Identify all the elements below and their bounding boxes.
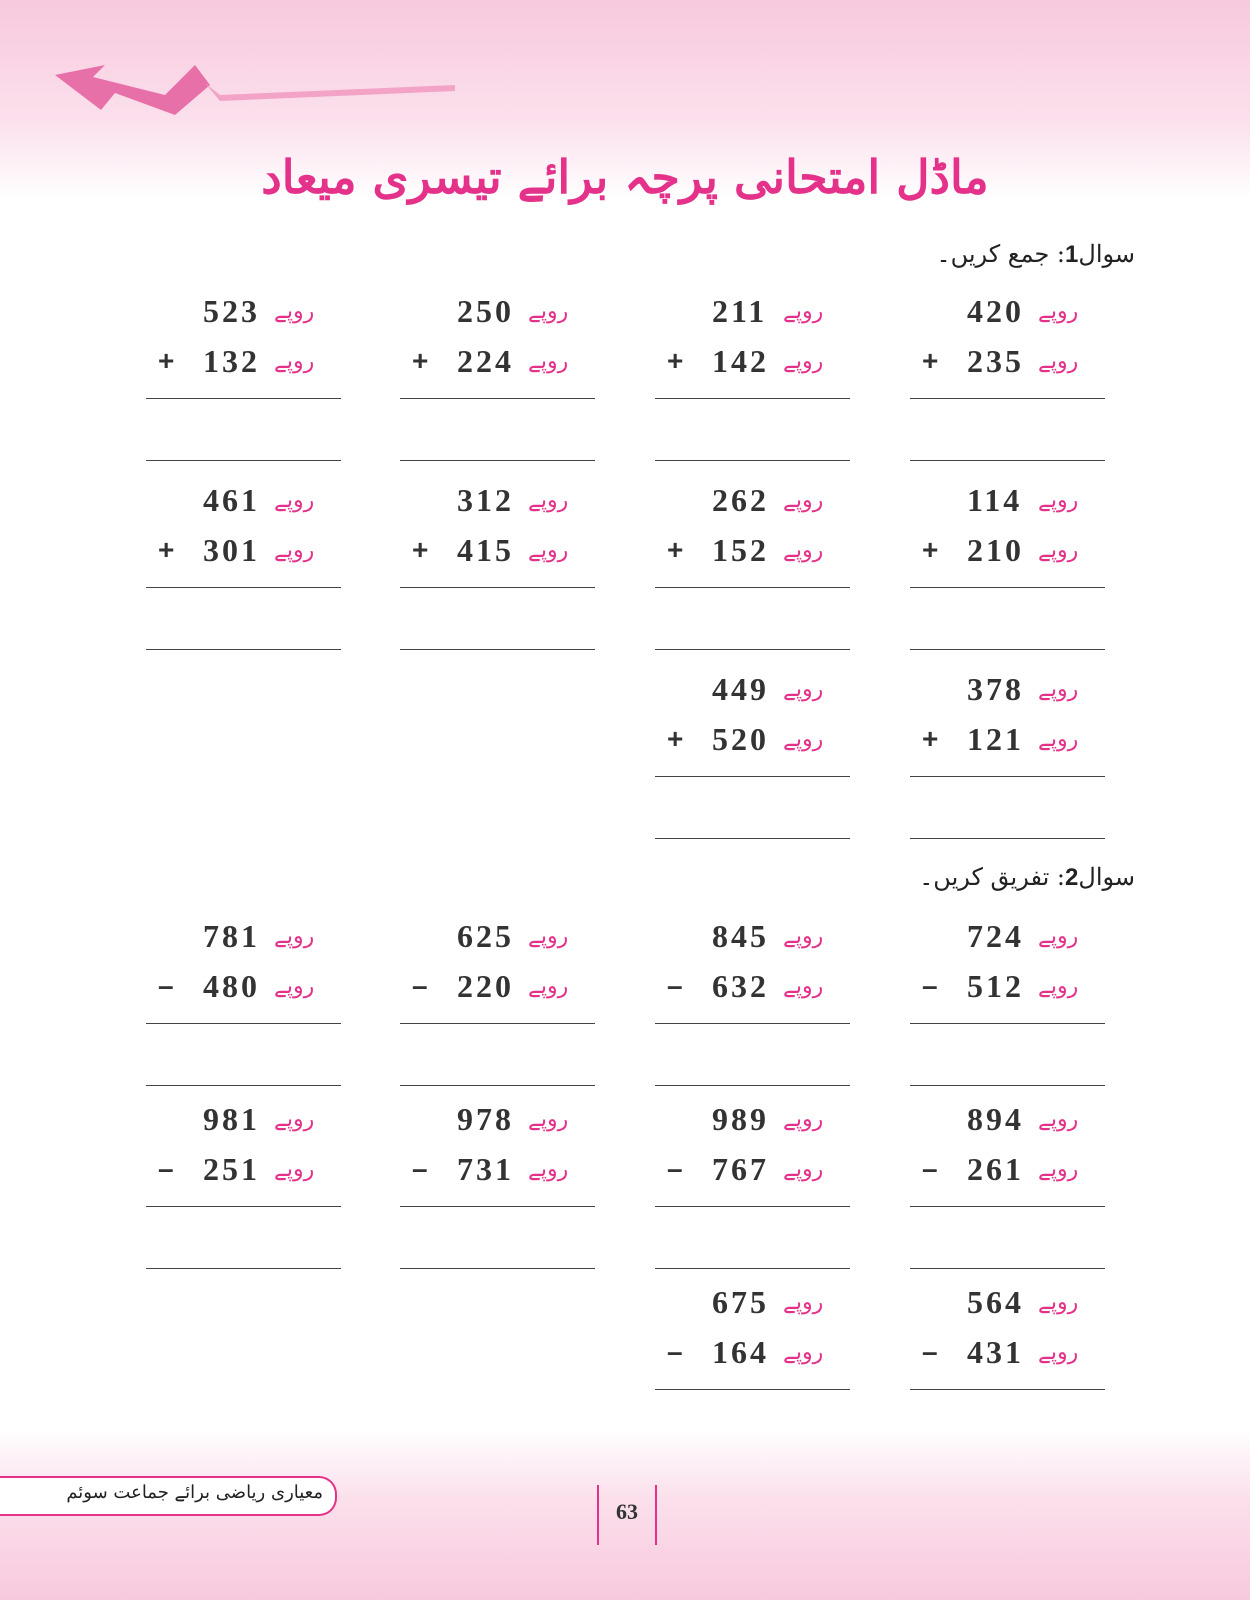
top-operand-row bbox=[910, 920, 1105, 964]
top-number: 449 bbox=[712, 671, 769, 707]
top-operand-row bbox=[400, 920, 595, 964]
addition-problem bbox=[146, 295, 341, 475]
answer-line[interactable] bbox=[146, 649, 341, 650]
bottom-number: 235 bbox=[967, 343, 1024, 379]
addition-problem bbox=[910, 673, 1105, 853]
top-number: 262 bbox=[712, 482, 769, 518]
top-number: 211 bbox=[712, 293, 768, 329]
answer-line[interactable] bbox=[400, 1085, 595, 1086]
bottom-number: 220 bbox=[457, 968, 514, 1004]
top-operand-row bbox=[655, 1103, 850, 1147]
operation-line bbox=[655, 398, 850, 399]
subtraction-problem bbox=[910, 1103, 1105, 1283]
top-number: 989 bbox=[712, 1101, 769, 1137]
top-operand-row bbox=[146, 1103, 341, 1147]
currency-label: روپے bbox=[1038, 974, 1079, 999]
operation-line bbox=[910, 776, 1105, 777]
top-operand-row bbox=[146, 920, 341, 964]
top-operand-row bbox=[146, 484, 341, 528]
currency-label: روپے bbox=[783, 488, 824, 513]
currency-label: روپے bbox=[783, 1107, 824, 1132]
currency-label: روپے bbox=[783, 924, 824, 949]
top-operand-row bbox=[655, 1286, 850, 1330]
page-number: 63 bbox=[616, 1499, 638, 1524]
question-2-heading bbox=[919, 863, 1135, 892]
bottom-operand-row bbox=[910, 345, 1105, 389]
bottom-number: 224 bbox=[457, 343, 514, 379]
currency-label: روپے bbox=[783, 349, 824, 374]
top-number: 675 bbox=[712, 1284, 769, 1320]
operation-line bbox=[655, 587, 850, 588]
operation-line bbox=[400, 1023, 595, 1024]
operator-sign: + bbox=[158, 345, 175, 376]
addition-problem bbox=[910, 295, 1105, 475]
bottom-operand-row bbox=[400, 345, 595, 389]
bottom-number: 632 bbox=[712, 968, 769, 1004]
top-operand-row bbox=[655, 673, 850, 717]
subtraction-problem bbox=[655, 1103, 850, 1283]
bottom-operand-row bbox=[146, 1153, 341, 1197]
operation-line bbox=[655, 1206, 850, 1207]
answer-line[interactable] bbox=[146, 1085, 341, 1086]
top-number: 625 bbox=[457, 918, 514, 954]
top-number: 564 bbox=[967, 1284, 1024, 1320]
answer-line[interactable] bbox=[910, 1268, 1105, 1269]
operation-line bbox=[910, 1023, 1105, 1024]
question-text: : تفریق کریں۔ bbox=[919, 863, 1066, 891]
subtraction-problem bbox=[910, 920, 1105, 1100]
answer-line[interactable] bbox=[146, 1268, 341, 1269]
arrow-icon bbox=[45, 55, 465, 135]
top-operand-row bbox=[400, 484, 595, 528]
answer-line[interactable] bbox=[146, 460, 341, 461]
operator-sign: – bbox=[922, 1153, 938, 1184]
currency-label: روپے bbox=[274, 349, 315, 374]
bottom-number: 512 bbox=[967, 968, 1024, 1004]
operation-line bbox=[655, 1023, 850, 1024]
top-number: 724 bbox=[967, 918, 1024, 954]
answer-line[interactable] bbox=[400, 1268, 595, 1269]
top-number: 845 bbox=[712, 918, 769, 954]
operation-line bbox=[655, 776, 850, 777]
bottom-operand-row bbox=[146, 534, 341, 578]
addition-problem bbox=[400, 484, 595, 664]
currency-label: روپے bbox=[1038, 349, 1079, 374]
operator-sign: – bbox=[158, 970, 174, 1001]
currency-label: روپے bbox=[783, 677, 824, 702]
bottom-operand-row bbox=[910, 970, 1105, 1014]
top-operand-row bbox=[655, 484, 850, 528]
bottom-number: 731 bbox=[457, 1151, 514, 1187]
currency-label: روپے bbox=[783, 974, 824, 999]
addition-problem bbox=[146, 484, 341, 664]
currency-label: روپے bbox=[783, 1290, 824, 1315]
answer-line[interactable] bbox=[655, 1268, 850, 1269]
answer-line[interactable] bbox=[655, 649, 850, 650]
top-number: 461 bbox=[203, 482, 260, 518]
operation-line bbox=[910, 1389, 1105, 1390]
bottom-operand-row bbox=[910, 1336, 1105, 1380]
operation-line bbox=[146, 587, 341, 588]
answer-line[interactable] bbox=[655, 838, 850, 839]
bottom-number: 121 bbox=[967, 721, 1024, 757]
top-number: 978 bbox=[457, 1101, 514, 1137]
operator-sign: – bbox=[667, 970, 683, 1001]
operator-sign: – bbox=[667, 1153, 683, 1184]
bottom-operand-row bbox=[655, 970, 850, 1014]
top-number: 378 bbox=[967, 671, 1024, 707]
bottom-operand-row bbox=[655, 1336, 850, 1380]
top-number: 250 bbox=[457, 293, 514, 329]
top-number: 114 bbox=[967, 482, 1023, 518]
bottom-number: 301 bbox=[203, 532, 260, 568]
bottom-number: 142 bbox=[712, 343, 769, 379]
operation-line bbox=[400, 398, 595, 399]
currency-label: روپے bbox=[783, 727, 824, 752]
operation-line bbox=[146, 1206, 341, 1207]
operation-line bbox=[400, 587, 595, 588]
bottom-operand-row bbox=[655, 723, 850, 767]
currency-label: روپے bbox=[1038, 1340, 1079, 1365]
top-number: 420 bbox=[967, 293, 1024, 329]
currency-label: روپے bbox=[528, 538, 569, 563]
operation-line bbox=[146, 1023, 341, 1024]
operator-sign: + bbox=[922, 345, 939, 376]
top-operand-row bbox=[910, 295, 1105, 339]
currency-label: روپے bbox=[1038, 677, 1079, 702]
footer-book-title: معیاری ریاضی برائے جماعت سوئم bbox=[66, 1482, 323, 1503]
top-number: 312 bbox=[457, 482, 514, 518]
top-number: 781 bbox=[203, 918, 260, 954]
currency-label: روپے bbox=[274, 538, 315, 563]
answer-line[interactable] bbox=[400, 460, 595, 461]
currency-label: روپے bbox=[528, 1107, 569, 1132]
bottom-operand-row bbox=[400, 970, 595, 1014]
operator-sign: – bbox=[922, 970, 938, 1001]
answer-line[interactable] bbox=[655, 460, 850, 461]
operator-sign: – bbox=[922, 1336, 938, 1367]
operator-sign: + bbox=[922, 534, 939, 565]
currency-label: روپے bbox=[783, 538, 824, 563]
operator-sign: + bbox=[158, 534, 175, 565]
operator-sign: + bbox=[412, 345, 429, 376]
bottom-operand-row bbox=[146, 970, 341, 1014]
bottom-operand-row bbox=[400, 534, 595, 578]
question-number: 2 bbox=[1065, 864, 1079, 891]
currency-label: روپے bbox=[1038, 538, 1079, 563]
question-prefix: سوال bbox=[1078, 240, 1135, 268]
addition-problem bbox=[910, 484, 1105, 664]
top-operand-row bbox=[146, 295, 341, 339]
top-number: 894 bbox=[967, 1101, 1024, 1137]
bottom-operand-row bbox=[655, 1153, 850, 1197]
answer-line[interactable] bbox=[910, 838, 1105, 839]
top-operand-row bbox=[910, 673, 1105, 717]
addition-problem bbox=[655, 484, 850, 664]
bottom-number: 431 bbox=[967, 1334, 1024, 1370]
subtraction-problem bbox=[400, 920, 595, 1100]
currency-label: روپے bbox=[1038, 488, 1079, 513]
page-number-box bbox=[597, 1485, 657, 1545]
bottom-operand-row bbox=[655, 345, 850, 389]
bottom-number: 210 bbox=[967, 532, 1024, 568]
bottom-operand-row bbox=[910, 1153, 1105, 1197]
operator-sign: – bbox=[158, 1153, 174, 1184]
top-number: 981 bbox=[203, 1101, 260, 1137]
subtraction-problem bbox=[655, 920, 850, 1100]
bottom-number: 480 bbox=[203, 968, 260, 1004]
top-operand-row bbox=[400, 295, 595, 339]
currency-label: روپے bbox=[528, 924, 569, 949]
operator-sign: + bbox=[667, 345, 684, 376]
bottom-number: 767 bbox=[712, 1151, 769, 1187]
bottom-operand-row bbox=[910, 534, 1105, 578]
currency-label: روپے bbox=[1038, 924, 1079, 949]
currency-label: روپے bbox=[528, 488, 569, 513]
operation-line bbox=[910, 398, 1105, 399]
bottom-operand-row bbox=[910, 723, 1105, 767]
subtraction-problem bbox=[146, 1103, 341, 1283]
page-title: ماڈل امتحانی پرچہ برائے تیسری میعاد bbox=[261, 150, 989, 204]
currency-label: روپے bbox=[274, 1107, 315, 1132]
operator-sign: + bbox=[412, 534, 429, 565]
currency-label: روپے bbox=[274, 974, 315, 999]
answer-line[interactable] bbox=[910, 460, 1105, 461]
operator-sign: – bbox=[412, 1153, 428, 1184]
currency-label: روپے bbox=[1038, 1290, 1079, 1315]
currency-label: روپے bbox=[274, 924, 315, 949]
operator-sign: – bbox=[412, 970, 428, 1001]
currency-label: روپے bbox=[528, 349, 569, 374]
top-operand-row bbox=[400, 1103, 595, 1147]
footer-book-title-box bbox=[0, 1476, 337, 1516]
operator-sign: + bbox=[667, 723, 684, 754]
subtraction-problem bbox=[400, 1103, 595, 1283]
top-operand-row bbox=[910, 1286, 1105, 1330]
currency-label: روپے bbox=[783, 1157, 824, 1182]
subtraction-problem bbox=[146, 920, 341, 1100]
currency-label: روپے bbox=[528, 1157, 569, 1182]
currency-label: روپے bbox=[274, 1157, 315, 1182]
top-operand-row bbox=[910, 1103, 1105, 1147]
top-operand-row bbox=[655, 920, 850, 964]
bottom-number: 152 bbox=[712, 532, 769, 568]
question-number: 1 bbox=[1065, 241, 1079, 268]
question-1-heading bbox=[937, 240, 1136, 269]
bottom-number: 164 bbox=[712, 1334, 769, 1370]
operator-sign: – bbox=[667, 1336, 683, 1367]
bottom-number: 261 bbox=[967, 1151, 1024, 1187]
bottom-operand-row bbox=[655, 534, 850, 578]
currency-label: روپے bbox=[783, 299, 824, 324]
bottom-number: 520 bbox=[712, 721, 769, 757]
bottom-number: 415 bbox=[457, 532, 514, 568]
currency-label: روپے bbox=[1038, 1107, 1079, 1132]
bottom-number: 251 bbox=[203, 1151, 260, 1187]
answer-line[interactable] bbox=[910, 1085, 1105, 1086]
addition-problem bbox=[400, 295, 595, 475]
bottom-operand-row bbox=[146, 345, 341, 389]
question-prefix: سوال bbox=[1078, 863, 1135, 891]
currency-label: روپے bbox=[1038, 727, 1079, 752]
bottom-number: 132 bbox=[203, 343, 260, 379]
question-text: : جمع کریں۔ bbox=[936, 240, 1066, 268]
answer-line[interactable] bbox=[910, 649, 1105, 650]
currency-label: روپے bbox=[528, 974, 569, 999]
operation-line bbox=[910, 1206, 1105, 1207]
top-number: 523 bbox=[203, 293, 260, 329]
addition-problem bbox=[655, 295, 850, 475]
operation-line bbox=[400, 1206, 595, 1207]
currency-label: روپے bbox=[274, 488, 315, 513]
currency-label: روپے bbox=[528, 299, 569, 324]
currency-label: روپے bbox=[783, 1340, 824, 1365]
operation-line bbox=[655, 1389, 850, 1390]
answer-line[interactable] bbox=[655, 1085, 850, 1086]
currency-label: روپے bbox=[274, 299, 315, 324]
bottom-operand-row bbox=[400, 1153, 595, 1197]
currency-label: روپے bbox=[1038, 1157, 1079, 1182]
operation-line bbox=[146, 398, 341, 399]
operator-sign: + bbox=[922, 723, 939, 754]
operator-sign: + bbox=[667, 534, 684, 565]
currency-label: روپے bbox=[1038, 299, 1079, 324]
addition-problem bbox=[655, 673, 850, 853]
answer-line[interactable] bbox=[400, 649, 595, 650]
operation-line bbox=[910, 587, 1105, 588]
top-operand-row bbox=[655, 295, 850, 339]
top-operand-row bbox=[910, 484, 1105, 528]
